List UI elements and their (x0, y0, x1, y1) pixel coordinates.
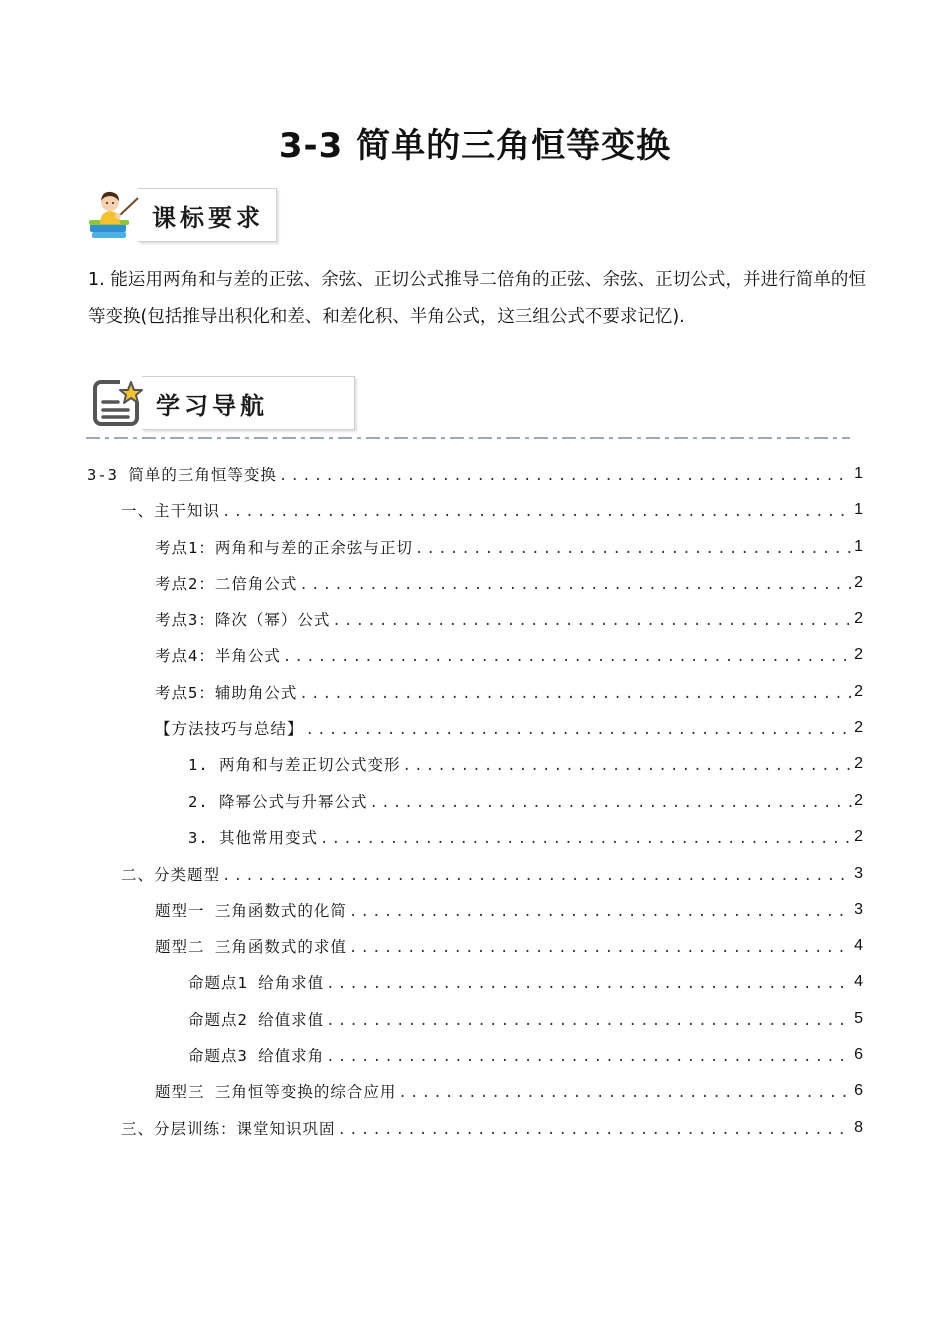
dot-leader (338, 1122, 853, 1138)
dot-leader (326, 976, 852, 992)
dot-leader (370, 795, 853, 811)
toc-page-number: 3 (854, 865, 863, 882)
toc-page-number: 1 (854, 538, 863, 555)
dot-leader (403, 758, 853, 774)
toc-page-number: 2 (854, 574, 863, 591)
dot-leader (222, 504, 852, 520)
dashed-divider (86, 436, 850, 440)
toc-entry-text: 命题点1 给角求值 (188, 974, 325, 992)
toc-entry[interactable] (188, 783, 863, 819)
toc-entry-text: 三、分层训练：课堂知识巩固 (121, 1120, 336, 1138)
requirement-text: 1. 能运用两角和与差的正弦、余弦、正切公式推导二倍角的正弦、余弦、正切公式，并进行简单的恒等变换(包括推导出积化和差、和差化积、半角公式，这三组公式不要求记忆). (88, 270, 866, 327)
toc-entry-text: 二、分类题型 (121, 866, 221, 884)
toc-entry[interactable] (188, 1037, 863, 1073)
toc-entry[interactable] (155, 928, 863, 964)
toc-entry-text: 题型一 三角函数式的化简 (155, 902, 347, 920)
section-banner-navigation (90, 372, 360, 432)
dot-leader (415, 541, 852, 557)
toc-entry-text: 【方法技巧与总结】 (155, 720, 304, 738)
dot-leader (283, 649, 852, 665)
toc-page-number: 2 (854, 610, 863, 627)
toc-page-number: 8 (854, 1119, 863, 1136)
section-label: 学习导航 (156, 391, 268, 420)
toc-page-number: 2 (854, 828, 863, 845)
toc-entry[interactable] (155, 710, 863, 746)
section-label: 课标要求 (152, 203, 264, 232)
toc-entry[interactable] (188, 964, 863, 1000)
toc-entry-text: 3. 其他常用变式 (188, 829, 318, 847)
toc-entry[interactable] (155, 674, 863, 710)
toc-entry-text: 题型三 三角恒等变换的综合应用 (155, 1083, 397, 1101)
toc-entry-text: 一、主干知识 (121, 502, 221, 520)
dot-leader (326, 1013, 852, 1029)
dot-leader (332, 613, 852, 629)
toc-entry-text: 考点2：二倍角公式 (155, 575, 298, 593)
toc-page-number: 2 (854, 683, 863, 700)
toc-entry-text: 命题点2 给值求值 (188, 1011, 325, 1029)
toc-entry[interactable] (155, 529, 863, 565)
toc-entry-text: 命题点3 给值求角 (188, 1047, 325, 1065)
toc-entry-text: 题型二 三角函数式的求值 (155, 938, 347, 956)
toc-page-number: 1 (854, 465, 863, 482)
toc-entry[interactable] (121, 856, 863, 892)
toc-page-number: 2 (854, 719, 863, 736)
toc-entry-text: 考点4：半角公式 (155, 647, 281, 665)
toc-page-number: 1 (854, 501, 863, 518)
toc-entry[interactable] (155, 565, 863, 601)
toc-entry[interactable] (155, 1073, 863, 1109)
dot-leader (299, 577, 852, 593)
toc-entry-text: 考点1：两角和与差的正余弦与正切 (155, 539, 413, 557)
toc-entry[interactable] (188, 746, 863, 782)
toc-entry[interactable] (188, 819, 863, 855)
toc-entry[interactable] (155, 637, 863, 673)
dot-leader (299, 686, 852, 702)
toc-entry[interactable] (155, 601, 863, 637)
dot-leader (320, 831, 852, 847)
toc-page-number: 4 (854, 937, 863, 954)
toc-page-number: 2 (854, 646, 863, 663)
toc-entry-text: 1. 两角和与差正切公式变形 (188, 756, 401, 774)
toc-page-number: 2 (854, 755, 863, 772)
toc-entry[interactable] (121, 492, 863, 528)
dot-leader (349, 904, 852, 920)
toc-entry[interactable] (121, 1110, 863, 1146)
toc-entry-text: 考点5：辅助角公式 (155, 684, 298, 702)
toc-page-number: 3 (854, 901, 863, 918)
toc-page-number: 4 (854, 973, 863, 990)
notebook-star-icon (90, 372, 148, 432)
dot-leader (222, 868, 852, 884)
toc-page-number: 2 (854, 792, 863, 809)
teacher-icon (86, 184, 144, 244)
toc-page-number: 5 (854, 1010, 863, 1027)
dot-leader (326, 1049, 852, 1065)
toc-entry[interactable] (155, 892, 863, 928)
toc-entry-text: 考点3：降次（幂）公式 (155, 611, 331, 629)
dot-leader (306, 722, 853, 738)
dot-leader (279, 468, 852, 484)
dot-leader (349, 940, 852, 956)
page-title: 3-3 简单的三角恒等变换 (278, 126, 672, 166)
section-banner-standards (86, 184, 286, 244)
toc-page-number: 6 (854, 1046, 863, 1063)
toc-entry-text: 2. 降幂公式与升幂公式 (188, 793, 368, 811)
toc-page-number: 6 (854, 1082, 863, 1099)
toc-entry-text: 3-3 简单的三角恒等变换 (87, 466, 277, 484)
dot-leader (398, 1085, 852, 1101)
toc-entry[interactable] (87, 456, 863, 492)
toc-entry[interactable] (188, 1001, 863, 1037)
